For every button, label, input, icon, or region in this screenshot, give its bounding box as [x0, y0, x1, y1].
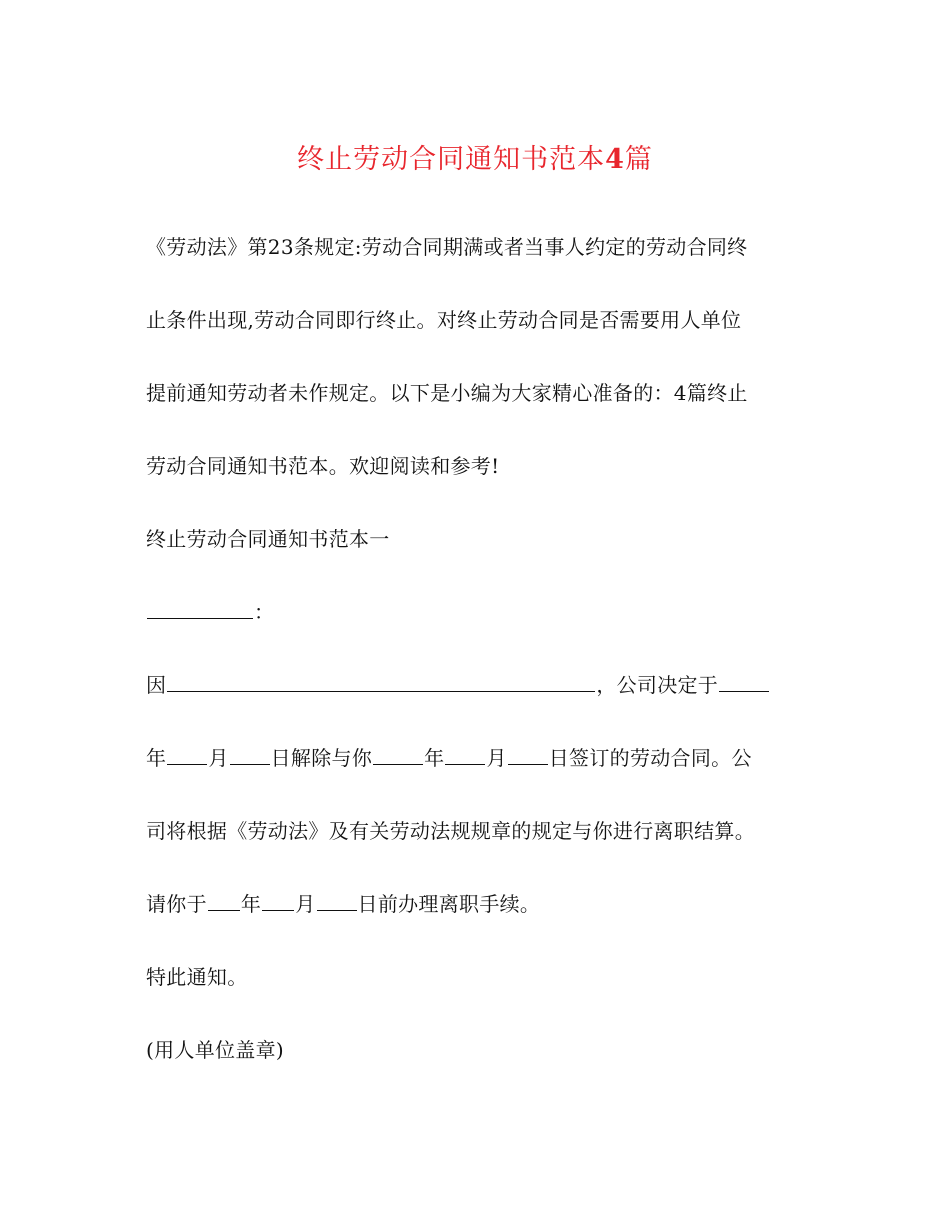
request-day-blank [317, 890, 357, 911]
request-suffix: 日前办理离职手续。 [357, 892, 541, 916]
intro-line-1: 《劳动法》第23条规定:劳动合同期满或者当事人约定的劳动合同终 [146, 235, 748, 259]
salutation-colon: ： [254, 600, 275, 624]
salutation-line [146, 597, 826, 627]
body-line-3: 司将根据《劳动法》及有关劳动法规规章的规定与你进行离职结算。 [146, 819, 755, 843]
unit-month-2: 月 [486, 746, 507, 770]
unit-month: 月 [208, 746, 229, 770]
document-title [0, 140, 950, 180]
intro-line-4: 劳动合同通知书范本。欢迎阅读和参考! [146, 454, 500, 478]
unit-year-2: 年 [424, 746, 445, 770]
title-suffix: 篇 [624, 144, 653, 175]
body-line-1 [146, 670, 826, 700]
section-heading: 终止劳动合同通知书范本一 [146, 527, 390, 551]
request-unit-month: 月 [295, 892, 316, 916]
unit-day-signed: 日签订的劳动合同。公 [548, 746, 752, 770]
terminate-month-blank [167, 744, 207, 765]
signed-month-blank [445, 744, 485, 765]
unit-year: 年 [146, 746, 167, 770]
title-number: 4 [605, 144, 625, 175]
notice-line: 特此通知。 [146, 965, 248, 989]
reason-prefix: 因 [146, 673, 167, 697]
stamp-line: (用人单位盖章) [146, 1038, 285, 1062]
request-year-blank [208, 890, 240, 911]
intro-line-3: 提前通知劳动者未作规定。以下是小编为大家精心准备的：4篇终止 [146, 381, 748, 405]
signed-year-blank [373, 744, 423, 765]
intro-line-2: 止条件出现,劳动合同即行终止。对终止劳动合同是否需要用人单位 [146, 308, 742, 332]
unit-day-terminate: 日解除与你 [270, 746, 373, 770]
request-prefix: 请你于 [146, 892, 207, 916]
reason-suffix: ，公司决定于 [596, 673, 719, 697]
terminate-day-blank [230, 744, 270, 765]
body-line-2 [146, 743, 826, 773]
title-prefix: 终止劳动合同通知书范本 [297, 144, 606, 175]
request-month-blank [262, 890, 294, 911]
reason-blank [167, 671, 595, 692]
body-line-4 [146, 889, 826, 919]
recipient-blank [147, 598, 253, 619]
terminate-year-blank-start [719, 671, 769, 692]
signed-day-blank [508, 744, 548, 765]
request-unit-year: 年 [240, 892, 262, 916]
